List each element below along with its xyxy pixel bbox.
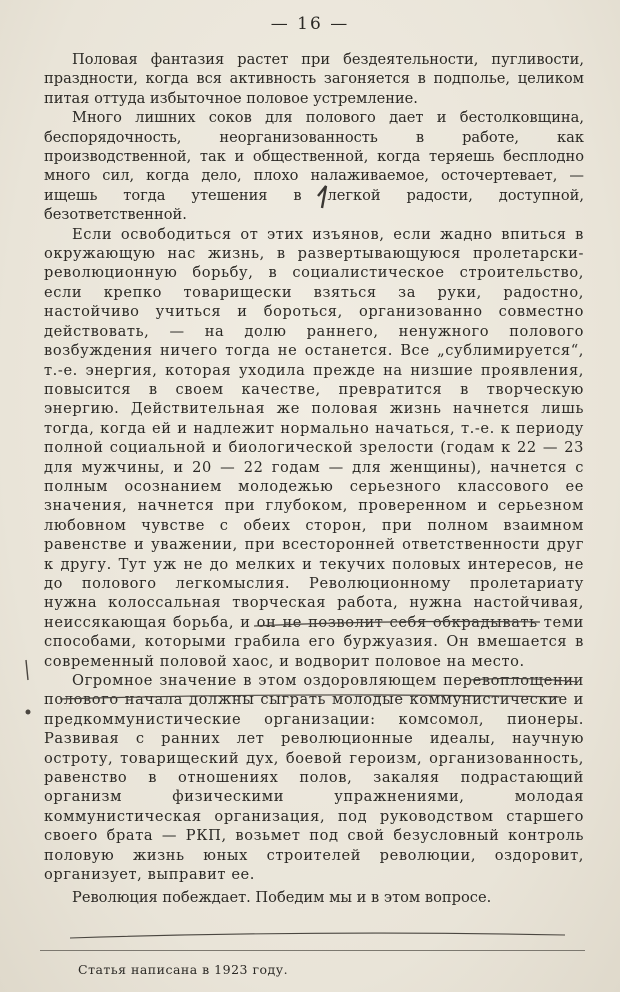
paragraph-1: Половая фантазия растет при бездеятельности, пугливости, праздности, когда вся активность загоняется в подполье, целиком питая оттуда избыточное половое устремление. bbox=[44, 51, 584, 107]
pencil-dot bbox=[26, 710, 31, 715]
pencil-closing-underline bbox=[70, 933, 565, 938]
body-text bbox=[44, 50, 584, 908]
paragraph-3: Если освободиться от этих изъянов, если жадно впиться в окружающую нас жизнь, в развертывающуюся пролетарски-революционную борьбу, в социалистическое строительство, если крепко товарищески взяться за руки, радостно, настойчиво учиться и бороться, организованно совместно действовать, — на долю раннего, ненужного полового возбуждения ничего тогда не останется. Все „сублимируется“, т.-е. энергия, которая уходила прежде на низшие проявления, повысится в своем качестве, превратится в творческую энергию. Действительная же половая жизнь начнется лишь тогда, когда ей и надлежит нормально начаться, т.-е. к периоду полной социальной и биологической зрелости (годам к 22 — 23 для мужчины, и 20 — 22 годам — для женщины), начнется с полным осознанием молодежью серьезного классового ее значения, начнется при глубоком, проверенном и серьезном любовном чувстве с обеих сторон, при полном взаимном равенстве и уважении, при всесторонней ответственности друг к другу. Тут уж не до мелких и текучих половых интересов, не до полового легкомыслия. Революционному пролетариату нужна колоссальная творческая работа, нужна настойчивая, неиссякающая борьба, и он не позволит себя обкрадывать теми способами, которыми грабила его буржуазия. Он вмешается в современный половой хаос, и водворит половое на место. bbox=[44, 225, 584, 670]
page-number: — 16 — bbox=[270, 14, 350, 34]
footnote: Статья написана в 1923 году. bbox=[78, 962, 289, 977]
paragraph-2: Много лишних соков для полового дает и бестолковщина, беспорядочность, неорганизованность в работе, как производственной, так и общественной, когда теряешь бесплодно много сил, когда дело, плохо налаживаемое, осточертевает, — ищешь тогда утешения в легкой радости, доступной, безответственной. bbox=[44, 109, 584, 224]
footnote-separator bbox=[40, 950, 585, 951]
paragraph-4: Огромное значение в этом оздоровляющем перевоплощении полового начала должны сыграть молодые коммунистические и предкоммунистические организации: комсомол, пионеры. Развивая с ранних лет революционные идеалы, научную остроту, товарищеский дух, боевой героизм, организованность, равенство в отношениях полов, закаляя подрастающий организм физическими упражнениями, молодая коммунистическая организация, под руководством старшего своего брата — РКП, возьмет под свой безусловный контроль половую жизнь юных строителей революции, оздоровит, организует, выправит ее. bbox=[44, 672, 584, 884]
pencil-margin-line bbox=[26, 660, 28, 680]
closing-line: Революция побеждает. Победим мы и в этом вопросе. bbox=[72, 889, 492, 907]
